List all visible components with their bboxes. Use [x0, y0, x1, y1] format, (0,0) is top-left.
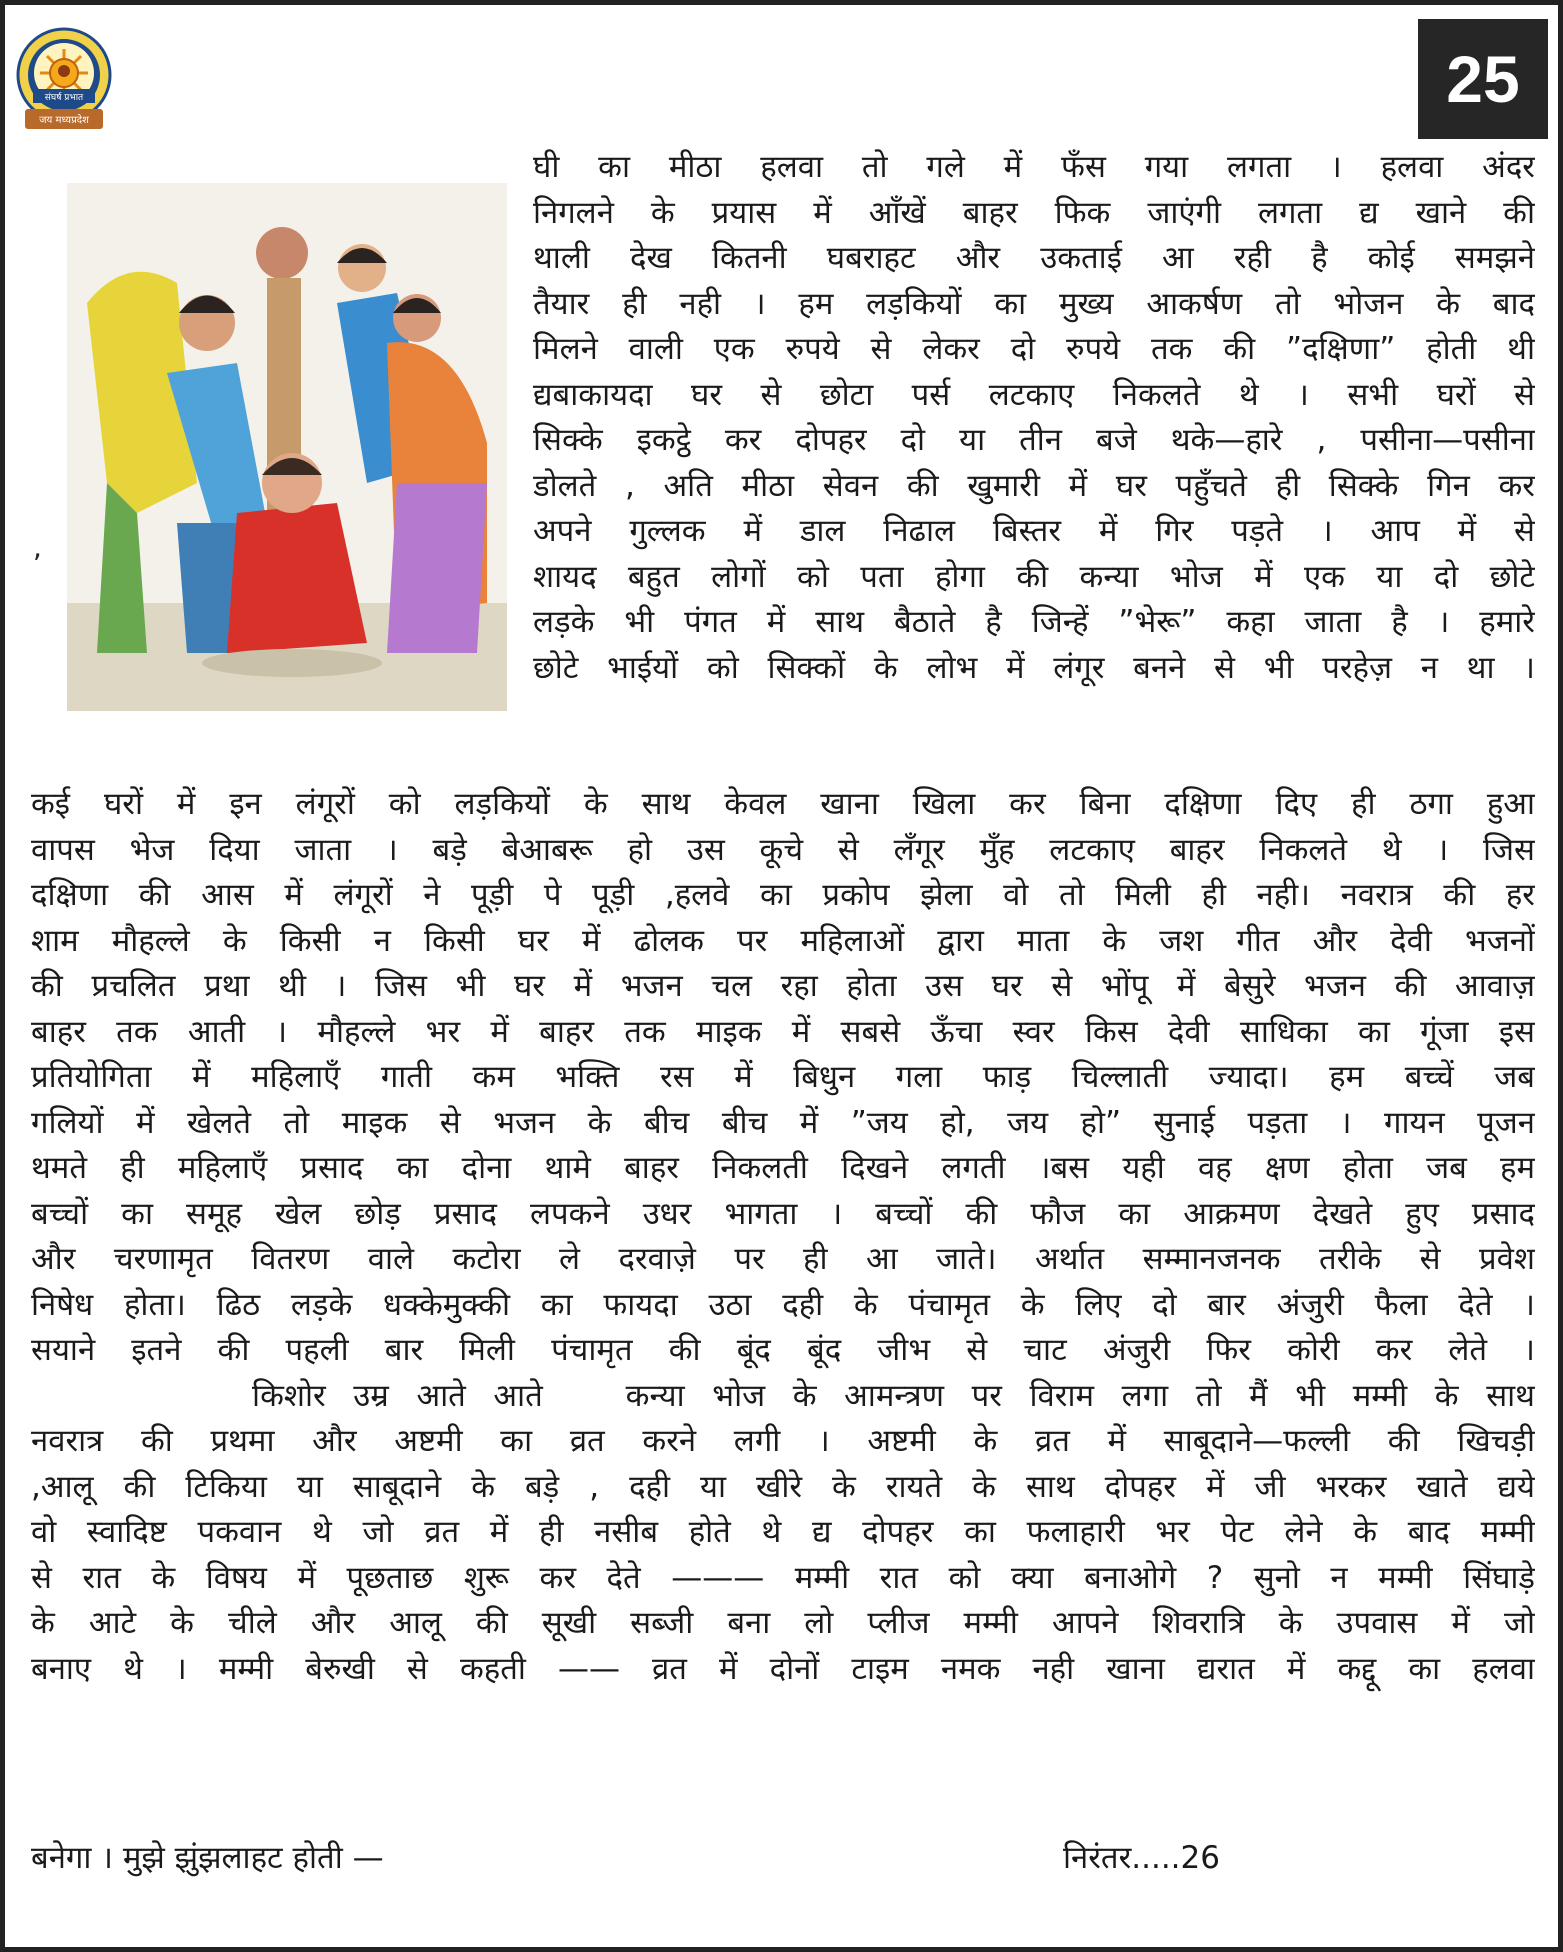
text-line: दक्षिणा की आस में लंगूरों ने पूड़ी पे पूड़ी ,हलवे का प्रकोप झेला वो तो मिली ही नही। नवरात्र की हर	[31, 877, 1535, 913]
text-line: द्यबाकायदा घर से छोटा पर्स लटकाए निकलते थे । सभी घरों से	[533, 376, 1535, 413]
text-line: कई घरों में इन लंगूरों को लड़कियों के साथ केवल खाना खिला कर बिना दक्षिणा दिए ही ठगा हुआ	[31, 786, 1535, 822]
text-line: डोलते , अति मीठा सेवन की खुमारी में घर पहुँचते ही सिक्के गिन कर	[533, 467, 1535, 504]
text-line: बच्चों का समूह खेल छोड़ प्रसाद लपकने उधर भागता । बच्चों की फौज का आक्रमण देखते हुए प्रसाद	[31, 1195, 1535, 1232]
text-line: निगलने के प्रयास में आँखें बाहर फिक जाएंगी लगता द्य खाने की	[533, 194, 1535, 231]
text-line: वो स्वादिष्ट पकवान थे जो व्रत में ही नसीब होते थे द्य दोपहर का फलाहारी भर पेट लेने के बाद मम्मी	[31, 1514, 1535, 1550]
logo-ribbon-text: जय मध्यप्रदेश	[39, 115, 89, 126]
text-line: छोटे भाईयों को सिक्कों के लोभ में लंगूर बनने से भी परहेज़ न था ।	[533, 649, 1535, 686]
text-line: अपने गुल्लक में डाल निढाल बिस्तर में गिर पड़ते । आप में से	[533, 513, 1535, 549]
text-line: बनाए थे । मम्मी बेरुखी से कहती —— व्रत में दोनों टाइम नमक नही खाना द्यरात में कद्दू का हलवा	[31, 1650, 1535, 1687]
text-line: शायद बहुत लोगों को पता होगा की कन्या भोज में एक या दो छोटे	[533, 558, 1535, 595]
continued-on-page-link[interactable]: निरंतर.....26	[1063, 1840, 1220, 1876]
article-last-line	[31, 1836, 1535, 1882]
text-line: वापस भेज दिया जाता । बड़े बेआबरू हो उस कूचे से लँगूर मुँह लटकाए बाहर निकलते थे । जिस	[31, 831, 1535, 868]
text-line: घी का मीठा हलवा तो गले में फँस गया लगता । हलवा अंदर	[533, 149, 1535, 185]
page-number: 25	[1418, 19, 1548, 139]
text-line: तैयार ही नही । हम लड़कियों का मुख्य आकर्षण तो भोजन के बाद	[533, 285, 1535, 322]
article-text-full-width	[31, 782, 1535, 1692]
text-line: मिलने वाली एक रुपये से लेकर दो रुपये तक की ”दक्षिणा” होती थी	[533, 331, 1535, 367]
text-line: गलियों में खेलते तो माइक से भजन के बीच बीच में ”जय हो, जय हो” सुनाई पड़ता । गायन पूजन	[31, 1104, 1535, 1141]
text-line: बाहर तक आती । मौहल्ले भर में बाहर तक माइक में सबसे ऊँचा स्वर किस देवी साधिका का गूंजा इस	[31, 1013, 1535, 1050]
text-line: नवरात्र की प्रथमा और अष्टमी का व्रत करने लगी । अष्टमी के व्रत में साबूदाने—फल्ली की खिचड़ी	[31, 1423, 1535, 1459]
sun-seal-icon	[13, 27, 115, 135]
text-line: की प्रचलित प्रथा थी । जिस भी घर में भजन चल रहा होता उस घर से भोंपू में बेसुरे भजन की आवाज़	[31, 968, 1535, 1004]
text-line: थाली देख कितनी घबराहट और उकताई आ रही है कोई समझने	[533, 240, 1535, 276]
text-line: सिक्के इकट्ठे कर दोपहर दो या तीन बजे थके—हारे , पसीना—पसीना	[533, 422, 1535, 458]
stray-comma-mark: ,	[33, 531, 42, 564]
text-line: प्रतियोगिता में महिलाएँ गाती कम भक्ति रस में बिधुन गला फाड़ चिल्लाती ज्यादा। हम बच्चें जब	[31, 1059, 1535, 1095]
text-line: थमते ही महिलाएँ प्रसाद का दोना थामे बाहर निकलती दिखने लगती ।बस यही वह क्षण होता जब हम	[31, 1150, 1535, 1186]
text-line: ,आलू की टिकिया या साबूदाने के बड़े , दही या खीरे के रायते के साथ दोपहर में जी भरकर खाते द्यये	[31, 1468, 1535, 1505]
article-text-column	[533, 145, 1535, 691]
text-line: शाम मौहल्ले के किसी न किसी घर में ढोलक पर महिलाओं द्वारा माता के जश गीत और देवी भजनों	[31, 922, 1535, 959]
last-text-line: बनेगा । मुझे झुंझलाहट होती —	[31, 1840, 384, 1876]
text-line: के आटे के चीले और आलू की सूखी सब्जी बना लो प्लीज मम्मी आपने शिवरात्रि के उपवास में जो	[31, 1605, 1535, 1641]
text-line: और चरणामृत वितरण वाले कटोरा ले दरवाज़े पर ही आ जाते। अर्थात सम्मानजनक तरीके से प्रवेश	[31, 1241, 1535, 1277]
text-line: निषेध होता। ढिठ लड़के धक्केमुक्की का फायदा उठा दही के पंचामृत के लिए दो बार अंजुरी फैला देते ।	[31, 1286, 1535, 1323]
text-line: सयाने इतने की पहली बार मिली पंचामृत की बूंद बूंद जीभ से चाट अंजुरी फिर कोरी कर लेते ।	[31, 1332, 1535, 1368]
kanya-bhoj-girls-illustration	[67, 183, 507, 711]
paragraph-start-line: किशोर उम्र आते आते कन्या भोज के आमन्त्रण पर विराम लगा तो मैं भी मम्मी के साथ	[31, 1377, 1535, 1414]
text-line: लड़के भी पंगत में साथ बैठाते है जिन्हें ”भेरू” कहा जाता है । हमारे	[533, 604, 1535, 640]
text-line: से रात के विषय में पूछताछ शुरू कर देते ——— मम्मी रात को क्या बनाओगे ? सुनो न मम्मी सिंघाड़े	[31, 1559, 1535, 1596]
logo-banner-text: संघर्ष प्रभात	[44, 93, 84, 103]
